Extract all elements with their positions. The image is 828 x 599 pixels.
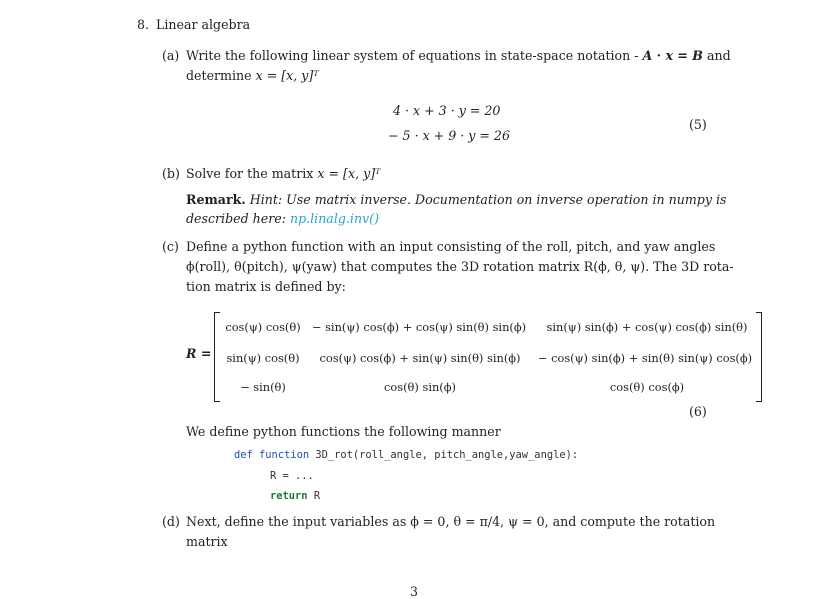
code-signature: 3D_rot(roll_angle, pitch_angle,yaw_angle): <box>315 449 579 461</box>
code-def-keyword: def <box>234 449 253 461</box>
code-line-3 <box>270 490 320 502</box>
matrix-cell-r1c3: sin(ψ) sin(ϕ) + cos(ψ) cos(ϕ) sin(θ) <box>546 320 748 334</box>
hint-line2: described here: <box>186 211 286 226</box>
part-a-line1-end: and <box>706 48 731 63</box>
equation-1: 4 · x + 3 · y = 20 <box>393 103 501 118</box>
equation-number-6: (6) <box>689 404 707 419</box>
remark-line1 <box>186 192 726 207</box>
part-a-line2 <box>186 68 319 83</box>
remark-label: Remark. <box>186 192 246 207</box>
part-b-text: Solve for the matrix <box>186 166 314 181</box>
part-b-line <box>186 166 380 181</box>
code-line-2: R = ... <box>270 470 314 482</box>
part-a-line1-math: A · x = B <box>642 48 703 63</box>
section-title: Linear algebra <box>156 17 251 32</box>
code-return-value: R <box>313 490 321 502</box>
matrix-cell-r3c3: cos(θ) cos(ϕ) <box>609 380 685 394</box>
remark-line2 <box>186 211 379 226</box>
matrix-cell-r2c3: − cos(ψ) sin(ϕ) + sin(θ) sin(ψ) cos(ϕ) <box>537 351 753 365</box>
matrix-cell-r2c2: cos(ψ) cos(ϕ) + sin(ψ) sin(θ) sin(ϕ) <box>319 351 521 365</box>
part-d-label: (d) <box>162 514 180 529</box>
matrix-lhs: R = <box>186 346 212 361</box>
matrix-cell-r2c1: sin(ψ) cos(θ) <box>226 351 300 365</box>
part-a-label: (a) <box>162 48 180 63</box>
part-a-line2-text: determine <box>186 68 252 83</box>
matrix-cell-r3c1: − sin(θ) <box>240 380 286 394</box>
page-number: 3 <box>410 584 419 599</box>
part-a-line1 <box>186 48 731 63</box>
code-line-1 <box>234 449 578 461</box>
matrix-cell-r3c2: cos(θ) sin(ϕ) <box>384 380 456 394</box>
matrix-cell-r1c2: − sin(ψ) cos(ϕ) + cos(ψ) sin(θ) sin(ϕ) <box>311 320 527 334</box>
part-b-math: x = [x, y]ᵀ <box>317 166 381 181</box>
part-d-line2: matrix <box>186 534 228 549</box>
equation-2: − 5 · x + 9 · y = 26 <box>388 128 510 143</box>
equation-number-5: (5) <box>689 117 707 132</box>
part-c-line2: ϕ(roll), θ(pitch), ψ(yaw) that computes the 3D rotation matrix R(ϕ, θ, ψ). The 3D rota- <box>186 259 734 274</box>
part-c-label: (c) <box>162 239 179 254</box>
matrix-cell-r1c1: cos(ψ) cos(θ) <box>225 320 301 334</box>
part-a-line2-math: x = [x, y]ᵀ <box>255 68 319 83</box>
section-number: 8. <box>137 17 150 32</box>
part-a-line1-text: Write the following linear system of equations in state-space notation - <box>186 48 639 63</box>
part-c-line3: tion matrix is defined by: <box>186 279 346 294</box>
part-c-line1: Define a python function with an input consisting of the roll, pitch, and yaw angles <box>186 239 716 254</box>
part-b-label: (b) <box>162 166 180 181</box>
numpy-inv-link[interactable]: np.linalg.inv() <box>289 211 379 226</box>
part-d-line1: Next, define the input variables as ϕ = 0, θ = π/4, ψ = 0, and compute the rotation <box>186 514 716 529</box>
code-function-keyword: function <box>259 449 310 461</box>
code-return-keyword: return <box>270 490 308 502</box>
define-text: We define python functions the following manner <box>186 424 501 439</box>
hint-line1: Hint: Use matrix inverse. Documentation on inverse operation in numpy is <box>249 192 727 207</box>
